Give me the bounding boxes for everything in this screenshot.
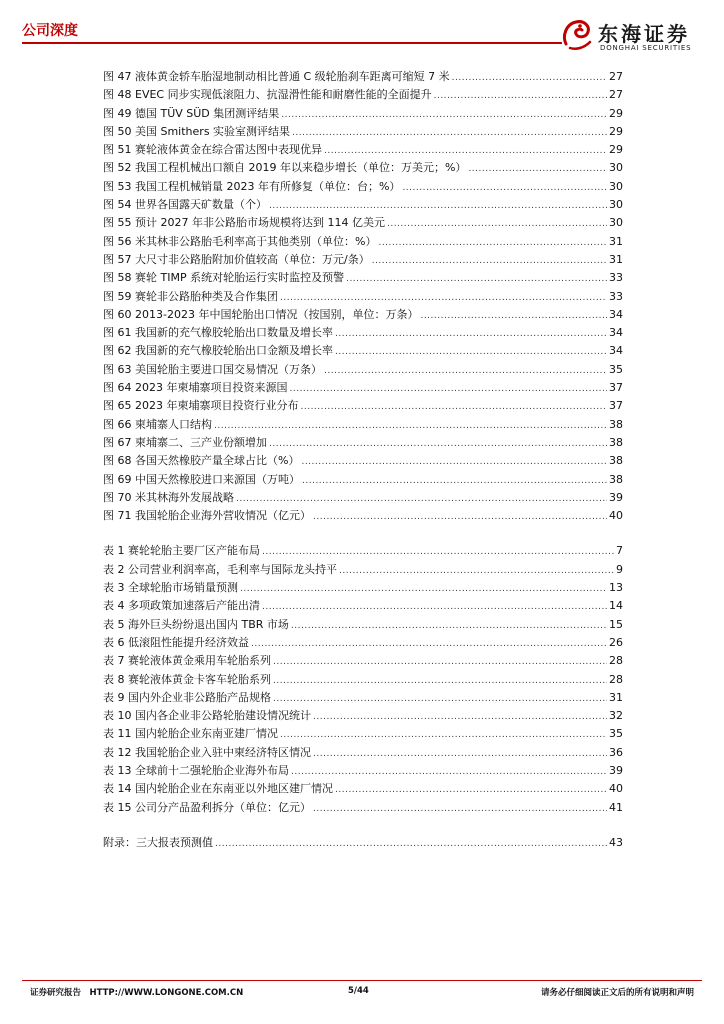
- dot-leader: [335, 781, 607, 799]
- toc-figure-entry[interactable]: [103, 416, 623, 434]
- toc-table-entry[interactable]: [103, 744, 623, 762]
- toc-entry-title: 图 54 世界各国露天矿数量（个）: [103, 198, 267, 212]
- toc-entry-title: 图 47 液体黄金轿车胎湿地制动相比普通 C 级轮胎刹车距离可缩短 7 米: [103, 70, 450, 83]
- toc-figure-entry[interactable]: [103, 196, 623, 214]
- figures-list: [103, 68, 623, 525]
- toc-entry-title: 表 14 国内轮胎企业在东南亚以外地区建厂情况: [103, 782, 333, 796]
- toc-figure-entry[interactable]: [103, 288, 623, 306]
- dot-leader: [313, 508, 607, 526]
- toc-entry-page: 28: [609, 654, 623, 668]
- logo-dragon-icon: [560, 14, 594, 52]
- dot-leader: [335, 343, 607, 361]
- toc-entry-title: 图 67 柬埔寨二、三产业份额增加: [103, 435, 267, 449]
- toc-entry-page: 31: [609, 234, 623, 248]
- toc-entry-page: 15: [609, 617, 623, 631]
- dot-leader: [214, 417, 607, 435]
- dot-leader: [302, 472, 607, 490]
- toc-entry-page: 38: [609, 472, 623, 486]
- toc-entry-title: 图 52 我国工程机械出口额自 2019 年以来稳步增长（单位：万美元；%）: [103, 161, 467, 175]
- dot-leader: [335, 325, 607, 343]
- toc-entry-page: 33: [609, 289, 623, 303]
- toc-entry-title: 图 51 赛轮液体黄金在综合雷达图中表现优异: [103, 143, 322, 157]
- footer-website: 证券研究报告 HTTP://WWW.LONGONE.COM.CN: [30, 988, 244, 998]
- toc-table-entry[interactable]: [103, 616, 623, 634]
- dot-leader: [292, 124, 607, 142]
- dot-leader: [280, 726, 607, 744]
- toc-figure-entry[interactable]: [103, 178, 623, 196]
- toc-entry-page: 43: [609, 835, 623, 849]
- toc-figure-entry[interactable]: [103, 397, 623, 415]
- toc-entry-page: 31: [609, 252, 623, 266]
- toc-appendix-entry[interactable]: [103, 834, 623, 852]
- dot-leader: [324, 362, 607, 380]
- toc-table-entry[interactable]: [103, 579, 623, 597]
- toc-entry-title: 图 48 EVEC 同步实现低滚阻力、抗湿滑性能和耐磨性能的全面提升: [103, 88, 432, 102]
- toc-entry-title: 表 5 海外巨头纷纷退出国内 TBR 市场: [103, 617, 289, 631]
- toc-figure-entry[interactable]: [103, 434, 623, 452]
- toc-entry-page: 30: [609, 179, 623, 193]
- toc-entry-title: 表 8 赛轮液体黄金卡客车轮胎系列: [103, 672, 271, 686]
- toc-entry-title: 表 2 公司营业利润率高，毛利率与国际龙头持平: [103, 562, 337, 576]
- toc-table-entry[interactable]: [103, 780, 623, 798]
- dot-leader: [236, 490, 607, 508]
- toc-table-entry[interactable]: [103, 707, 623, 725]
- toc-entry-title: 表 6 低滚阻性能提升经济效益: [103, 635, 249, 649]
- toc-table-entry[interactable]: [103, 725, 623, 743]
- toc-figure-entry[interactable]: [103, 269, 623, 287]
- tables-list: [103, 542, 623, 816]
- toc-entry-page: 34: [609, 326, 623, 340]
- dot-leader: [273, 653, 607, 671]
- dot-leader: [313, 708, 607, 726]
- toc-entry-title: 表 4 多项政策加速落后产能出清: [103, 599, 260, 613]
- toc-entry-page: 29: [609, 124, 623, 138]
- toc-entry-title: 图 71 我国轮胎企业海外营收情况（亿元）: [103, 509, 311, 523]
- toc-figure-entry[interactable]: [103, 86, 623, 104]
- dot-leader: [215, 835, 607, 853]
- toc-entry-title: 表 9 国内外企业非公路胎产品规格: [103, 690, 271, 704]
- dot-leader: [281, 106, 607, 124]
- dot-leader: [289, 380, 607, 398]
- dot-leader: [269, 197, 607, 215]
- dot-leader: [372, 252, 607, 270]
- toc-entry-title: 图 49 德国 TÜV SÜD 集团测评结果: [103, 106, 280, 120]
- dot-leader: [313, 800, 607, 818]
- toc-entry-page: 37: [609, 399, 623, 413]
- toc-entry-page: 35: [609, 362, 623, 376]
- toc-entry-title: 图 66 柬埔寨人口结构: [103, 417, 212, 431]
- toc-entry-page: 29: [609, 106, 623, 120]
- toc-figure-entry[interactable]: [103, 306, 623, 324]
- dot-leader: [420, 307, 607, 325]
- toc-entry-page: 37: [609, 381, 623, 395]
- toc-entry-page: 27: [609, 70, 623, 83]
- toc-entry-title: 图 59 赛轮非公路胎种类及合作集团: [103, 289, 278, 303]
- toc-entry-title: 图 56 米其林非公路胎毛利率高于其他类别（单位：%）: [103, 234, 377, 248]
- dot-leader: [313, 745, 607, 763]
- toc-entry-page: 9: [616, 562, 623, 576]
- toc-figure-entry[interactable]: [103, 159, 623, 177]
- dot-leader: [468, 160, 607, 178]
- toc-table-entry[interactable]: [103, 597, 623, 615]
- toc-entry-page: 40: [609, 782, 623, 796]
- toc-table-entry[interactable]: [103, 542, 623, 560]
- toc-entry-title: 图 61 我国新的充气橡胶轮胎出口数量及增长率: [103, 326, 333, 340]
- toc-figure-entry[interactable]: [103, 214, 623, 232]
- dot-leader: [273, 672, 607, 690]
- dot-leader: [291, 763, 607, 781]
- toc-figure-entry[interactable]: [103, 489, 623, 507]
- toc-entry-title: 图 60 2013-2023 年中国轮胎出口情况（按国别，单位：万条）: [103, 307, 419, 321]
- report-type-tag: 公司深度: [22, 23, 78, 39]
- dot-leader: [251, 635, 607, 653]
- dot-leader: [324, 142, 607, 160]
- toc-entry-page: 41: [609, 800, 623, 814]
- toc-entry-title: 图 55 预计 2027 年非公路胎市场规模将达到 114 亿美元: [103, 216, 385, 230]
- dot-leader: [346, 270, 607, 288]
- dot-leader: [301, 453, 607, 471]
- dot-leader: [378, 234, 607, 252]
- toc-entry-page: 38: [609, 417, 623, 431]
- toc-entry-title: 表 7 赛轮液体黄金乘用车轮胎系列: [103, 654, 271, 668]
- dot-leader: [273, 690, 607, 708]
- toc-table-entry[interactable]: [103, 671, 623, 689]
- toc-entry-page: 14: [609, 599, 623, 613]
- toc-figure-entry[interactable]: [103, 251, 623, 269]
- toc-entry-title: 图 65 2023 年柬埔寨项目投资行业分布: [103, 399, 299, 413]
- company-logo: [560, 14, 710, 54]
- dot-leader: [240, 580, 607, 598]
- toc-entry-title: 表 13 全球前十二强轮胎企业海外布局: [103, 763, 289, 777]
- toc-entry-page: 38: [609, 435, 623, 449]
- toc-entry-page: 27: [609, 88, 623, 102]
- dot-leader: [280, 289, 607, 307]
- toc-entry-page: 32: [609, 709, 623, 723]
- footer-divider: [22, 980, 702, 981]
- dot-leader: [262, 598, 607, 616]
- toc-figure-entry[interactable]: [103, 452, 623, 470]
- toc-entry-title: 图 58 赛轮 TIMP 系统对轮胎运行实时监控及预警: [103, 271, 345, 285]
- toc-entry-title: 图 69 中国天然橡胶进口来源国（万吨）: [103, 472, 300, 486]
- toc-entry-page: 38: [609, 454, 623, 468]
- logo-english-name: DONGHAI SECURITIES: [600, 44, 692, 52]
- toc-figure-entry[interactable]: [103, 233, 623, 251]
- toc-entry-page: 30: [609, 161, 623, 175]
- toc-table-entry[interactable]: [103, 762, 623, 780]
- toc-figure-entry[interactable]: [103, 342, 623, 360]
- toc-table-entry[interactable]: [103, 799, 623, 817]
- toc-entry-title: 附录：三大报表预测值: [103, 835, 213, 849]
- toc-figure-entry[interactable]: [103, 361, 623, 379]
- dot-leader: [269, 435, 607, 453]
- dot-leader: [339, 562, 614, 580]
- table-of-contents: [103, 68, 623, 869]
- toc-entry-page: 31: [609, 690, 623, 704]
- toc-figure-entry[interactable]: [103, 507, 623, 525]
- toc-entry-page: 40: [609, 509, 623, 523]
- toc-entry-page: 39: [609, 490, 623, 504]
- toc-entry-title: 表 15 公司分产品盈利拆分（单位：亿元）: [103, 800, 311, 814]
- dot-leader: [291, 617, 607, 635]
- toc-entry-page: 30: [609, 198, 623, 212]
- toc-entry-title: 图 68 各国天然橡胶产量全球占比（%）: [103, 454, 300, 468]
- page-number: 5/44: [348, 986, 369, 996]
- toc-table-entry[interactable]: [103, 652, 623, 670]
- toc-entry-title: 表 3 全球轮胎市场销量预测: [103, 581, 238, 595]
- toc-entry-title: 表 11 国内轮胎企业东南亚建厂情况: [103, 727, 278, 741]
- toc-entry-page: 7: [616, 544, 623, 558]
- toc-entry-page: 13: [609, 581, 623, 595]
- footer-disclaimer: 请务必仔细阅读正文后的所有说明和声明: [540, 988, 694, 998]
- toc-entry-page: 28: [609, 672, 623, 686]
- dot-leader: [434, 87, 607, 105]
- toc-figure-entry[interactable]: [103, 379, 623, 397]
- toc-figure-entry[interactable]: [103, 123, 623, 141]
- toc-entry-title: 图 62 我国新的充气橡胶轮胎出口金额及增长率: [103, 344, 333, 358]
- dot-leader: [262, 543, 614, 561]
- toc-entry-title: 表 1 赛轮轮胎主要厂区产能布局: [103, 544, 260, 558]
- toc-entry-page: 29: [609, 143, 623, 157]
- toc-entry-page: 34: [609, 344, 623, 358]
- toc-entry-page: 33: [609, 271, 623, 285]
- toc-entry-page: 36: [609, 745, 623, 759]
- toc-table-entry[interactable]: [103, 561, 623, 579]
- toc-entry-page: 39: [609, 763, 623, 777]
- toc-entry-title: 图 64 2023 年柬埔寨项目投资来源国: [103, 381, 288, 395]
- toc-entry-title: 图 57 大尺寸非公路胎附加价值较高（单位：万元/条）: [103, 252, 370, 266]
- toc-entry-title: 表 12 我国轮胎企业入驻中柬经济特区情况: [103, 745, 311, 759]
- dot-leader: [387, 215, 607, 233]
- toc-table-entry[interactable]: [103, 689, 623, 707]
- toc-entry-title: 图 70 米其林海外发展战略: [103, 490, 234, 504]
- dot-leader: [402, 179, 607, 197]
- toc-entry-title: 表 10 国内各企业非公路轮胎建设情况统计: [103, 709, 311, 723]
- toc-entry-page: 30: [609, 216, 623, 230]
- toc-figure-entry[interactable]: [103, 324, 623, 342]
- toc-entry-title: 图 63 美国轮胎主要进口国交易情况（万条）: [103, 362, 322, 376]
- toc-entry-page: 34: [609, 307, 623, 321]
- appendix-list: [103, 834, 623, 852]
- toc-entry-title: 图 50 美国 Smithers 实验室测评结果: [103, 124, 291, 138]
- toc-entry-title: 图 53 我国工程机械销量 2023 年有所修复（单位：台；%）: [103, 179, 401, 193]
- header-divider: [22, 42, 562, 44]
- dot-leader: [300, 398, 607, 416]
- toc-figure-entry[interactable]: [103, 141, 623, 159]
- toc-figure-entry[interactable]: [103, 68, 623, 86]
- toc-table-entry[interactable]: [103, 634, 623, 652]
- logo-chinese-name: 东海证券: [598, 22, 690, 46]
- toc-figure-entry[interactable]: [103, 471, 623, 489]
- toc-figure-entry[interactable]: [103, 105, 623, 123]
- toc-entry-page: 26: [609, 635, 623, 649]
- toc-entry-page: 35: [609, 727, 623, 741]
- dot-leader: [452, 69, 607, 87]
